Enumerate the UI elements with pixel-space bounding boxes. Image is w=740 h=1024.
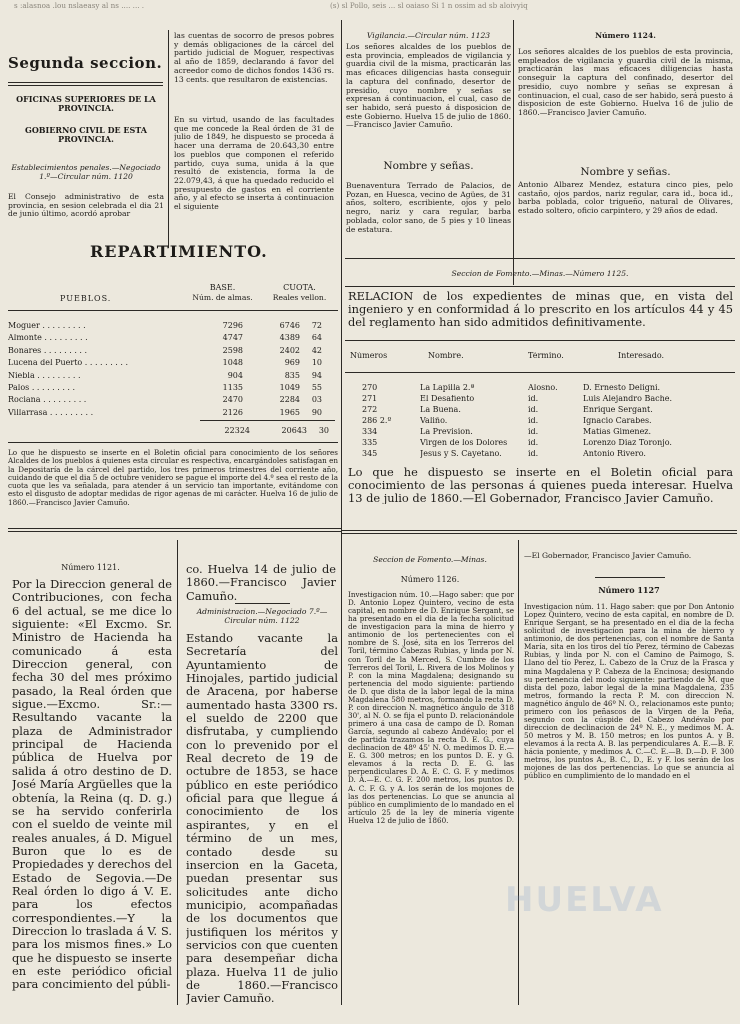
pueblo-name: Lucena del Puerto . . . . . . . . . (8, 359, 128, 368)
direccion-paragraph: Por la Direccion general de Contribuciones, con fecha 6 del actual, se me dice lo siguiente: «El Excmo. Sr. Ministro de Hacienda ha comunicado á esta Direccion general, con fecha 30 del mes próximo pasado, la Real órden que sigue.—Excmo. Sr.:—Resultando vacante la plaza de Administrador principal de Hacienda pública de Huelva por salida á otro destino de D. José María Argüelles que la obtenía, la Reina (q. D. g.) se ha servido conferirla con el sueldo de veinte mil reales anuales, á D. Miguel Buron que lo es de Propiedades y derechos del Estado de Segovia.—De Real órden lo digo á V. E. para los efectos correspondientes.—Y la Direccion lo traslada á V. S. para los mismos fines.» Lo que he dispuesto se inserte en este periódico oficial para concimiento del públi- (12, 578, 172, 992)
mina-termino: id. (528, 450, 539, 458)
mina-nombre: La Lapilla 2.ª (420, 384, 475, 392)
base-value: 2598 (222, 346, 243, 355)
total-cts: 30 (318, 427, 329, 435)
cuentas-paragraph: las cuentas de socorro de presos pobres y demás obligaciones de la cárcel del partido judicial de Moguer, respectivas al año de 1859, declarando á favor del acreedor como de dichos fondos 1436 rs. 13 cents. que resultaron de existencias. (174, 32, 334, 84)
col-nombre: Nombre. (428, 352, 464, 360)
mina-termino: id. (528, 406, 539, 414)
watermark-logo: HUELVA (505, 880, 664, 920)
column-rule (341, 20, 342, 1005)
mina-interesado: Enrique Sergant. (583, 406, 653, 414)
table-row (8, 409, 322, 417)
investigacion-10-paragraph: Investigacion núm. 10.—Hago saber: que por D. Antonio Lopez Quintero, vecino de esta capital, en nombre de D. Enrique Sergant, se ha presentado en el dia de la fecha solicitud de investigacion para la mina de hierro y antimonio de los pertenecientes con el nombre de S. José, sita en los Terreros del Toril, término Cabezas Rubias, y linda por N. con Toril de la Merced, S. Cumbre de los Terreros del Toril, L. Rivera de los Molinos y P. con la mina Magdalena; designando su pertenencia del modo siguiente: partiendo de D. que dista de la labor legal de la mina Magdalena 580 metros, formando la recta D. P. con direccion N. magnético ángulo de 318 30', al N. O. se fija el punto D. relacionándole primero á una casa de campo de D. Roman García, segundo al cabezo Andévalo; por el de partida trazamos la recta D. E. G., cuya declinacion de 48º 45' N. O. medimos D. E.—E. G. 300 metros; en los puntos D. E. y G. elevamos á la recta D. E. G. las perpendiculares D. A. E. C. G. F. y medimos D. A.—E. C. G. F. 200 metros, los puntos D. A. C. F. G. y A. los serán de los mojones de las dos pertenencias. Lo que se anuncia al público en cumplimiento de lo mandado en el artículo 25 de la ley de minería vigente Huelva 12 de julio de 1860. (348, 591, 514, 825)
mina-row (362, 406, 733, 414)
c2-top: co. Huelva 14 de julio de 1860.—Francisco Javier Camuño. (186, 563, 336, 603)
cts-value: 55 (311, 384, 322, 392)
mina-row (362, 439, 733, 447)
mina-interesado: Antonio Rivero. (583, 450, 646, 458)
mina-termino: Alosno. (528, 384, 558, 392)
short-rule (595, 577, 665, 578)
mina-termino: id. (528, 439, 539, 447)
mina-interesado: Luis Alejandro Bache. (583, 395, 673, 403)
col-pueblos: PUEBLOS. (60, 294, 112, 303)
pueblo-name: Niebla . . . . . . . . . (8, 371, 81, 380)
col-cuota: CUOTA. (283, 283, 316, 292)
base-value: 904 (227, 371, 243, 380)
mina-numero: 345 (362, 450, 378, 458)
mina-termino: id. (528, 395, 539, 403)
table-rule (8, 310, 338, 311)
cts-value: 64 (311, 334, 322, 343)
relacion-paragraph: RELACION de los expedientes de minas que, en vista del ingeniero y en conformidad á lo prescrito en los artículos 44 y 45 del reglamento han sido admitidos definitivamente. (348, 290, 733, 329)
vigilancia-paragraph: Los señores alcaldes de los pueblos de esta provincia, empleados de vigilancia y guardia civil de la misma, practicarán las mas eficaces diligencias hasta conseguir la captura del confinado, desertor de presidio, cuyo nombre y señas se expresan á continuacion, el cual, caso de ser habido, será puesto á disposicion de este Gobierno. Huelva 15 de julio de 1860.—Francisco Javier Camuño. (346, 43, 511, 130)
pueblo-name: Bonares . . . . . . . . . (8, 346, 88, 355)
fomento-rule (345, 258, 735, 259)
table-row (8, 384, 322, 392)
cuota-value: 6746 (279, 322, 300, 330)
repartimiento-title: REPARTIMIENTO. (90, 243, 268, 261)
mina-numero: 270 (362, 384, 378, 392)
section-heading: Segunda seccion. (8, 55, 163, 72)
investigacion-11-paragraph: Investigacion núm. 11. Hago saber: que por Don Antonio Lopez Quintero, vecino de esta capital, en nombre de D. Enrique Sergant, se ha presentado en el dia de la fecha solicitud de investigacion para la mina de hierro y antimonio, de dos pertenencias, con el nombre de Santa María, sita en los tiros del tío Perez, término de Cabezas Rubias, y linda por N. con el Camino de Paimogo, S. Llano del tío Perez, L. Cabezo de la Cruz de la Frasca y mina Magdalena y P. Cabeza de la Encinosa; designando su pertenencia del modo siguiente: partiendo de M. que dista del pozo, labor legal de la mina Magdalena, 235 metros, formando la recta P. M. con direccion N. magnético ángulo de 46º N. O., relacionamos este punto; primero con los peñascos de la Virgen de la Peña, segundo con la cúspide del Cabezo Andévalo por direccion de declinacion de 24º N. E., y medimos M. A. 50 metros y M. B. 150 metros; en los puntos A. y B. elevamos á la recta A. B. las perpendiculares A. E.—B. F. hácia poniente, y medimos A. C.—C. E.—B. D.—D. F. 300 metros, los puntos A., B. C., D., E. y F. los serán de los mojones de las dos pertenencias. Lo que se anuncia al público en cumplimiento de lo mandado en el (524, 603, 734, 781)
establecimientos-header: Establecimientos penales.—Negociado 1.º—Circular núm. 1120 (11, 164, 161, 181)
fomento-header: Seccion de Fomento.—Minas.—Número 1125. (451, 270, 629, 278)
mina-row (362, 417, 733, 425)
hinojales-paragraph: Estando vacante la Secretaría del Ayuntamiento de Hinojales, partido judicial de Aracena, por haberse aumentado hasta 3300 rs. el sueldo de 2200 que disfrutaba, y cumpliendo con lo prevenido por el Real decreto de 19 de octubre de 1853, se hace público en este periódico oficial para que llegue á conocimiento de los aspirantes, y en el término de un mes, contado desde su insercion en la Gaceta, puedan presentar sus solicitudes ante dicho municipio, acompañadas de los documentos que justifiquen los méritos y servicios con que cuenten para desempeñar dicha plaza. Huelva 11 de julio de 1860.—Francisco Javier Camuño. (186, 632, 338, 1006)
fomento-rule (345, 340, 735, 341)
mina-termino: id. (528, 417, 539, 425)
virtud-paragraph: En su virtud, usando de las facultades que me concede la Real órden de 31 de julio de 1849, he dispuesto se proceda á hacer una derrama de 20.643,30 entre los pueblos que componen el referido partido, cuya suma, unida á la que resultó de existencia, forma la de 22.079,43, á que ha quedado reducido el presupuesto de gastos en el corriente año, y al efecto se inserta á continuacion el siguiente (174, 116, 334, 212)
minas-header-row (350, 352, 728, 360)
table-row (8, 359, 322, 367)
total-base: 22324 (224, 427, 250, 435)
nombre-senas-heading-2: Nombre y señas. (580, 166, 671, 178)
numero-1126: Número 1126. (400, 575, 460, 584)
mina-nombre: Jesus y S. Cayetano. (420, 450, 502, 458)
gobierno-heading: GOBIERNO CIVIL DE ESTA PROVINCIA. (24, 126, 147, 145)
mina-row (362, 428, 733, 436)
oficinas-heading: OFICINAS SUPERIORES DE LA PROVINCIA. (16, 95, 156, 114)
cuota-value: 2402 (279, 346, 300, 355)
cuota-value: 835 (284, 371, 300, 380)
mina-row (362, 384, 733, 392)
mina-nombre: Virgen de los Dolores (420, 439, 508, 447)
vigilancia-header: Vigilancia.—Circular núm. 1123 (366, 32, 491, 40)
numero-1124: Número 1124. (595, 32, 656, 40)
mina-nombre: La Prevision. (420, 428, 473, 436)
mina-interesado: Lorenzo Diaz Toronjo. (583, 439, 672, 447)
mina-interesado: Matías Gimenez. (583, 428, 652, 436)
fomento-rule (345, 286, 735, 287)
mina-interesado: D. Ernesto Deligni. (583, 384, 661, 392)
fomento-closing: Lo que he dispuesto se inserte en el Boletin oficial para conocimiento de las personas á quienes pueda interesar. Huelva 13 de julio de 1860.—El Gobernador, Francisco Javier Camuño. (348, 466, 733, 505)
base-value: 2470 (222, 396, 243, 405)
mina-numero: 271 (362, 395, 378, 403)
col-base-sub: Núm. de almas. (192, 294, 253, 302)
cuota-value: 969 (284, 359, 300, 368)
cuota-value: 1965 (279, 408, 300, 417)
consejo-paragraph: El Consejo administrativo de esta provincia, en sesion celebrada el dia 21 de junio último, acordó aprobar (8, 193, 164, 219)
numero-1127: Número 1127 (598, 586, 660, 595)
column-rule (513, 20, 514, 285)
total-cuota: 20643 (281, 427, 307, 435)
mina-numero: 286 2.º (362, 417, 392, 425)
cts-value: 94 (311, 371, 322, 380)
pueblo-name: Moguer . . . . . . . . . (8, 322, 86, 330)
cts-value: 72 (311, 322, 322, 330)
mina-numero: 335 (362, 439, 378, 447)
base-value: 7296 (222, 322, 243, 330)
cuota-value: 1049 (279, 384, 300, 392)
mina-termino: id. (528, 428, 539, 436)
table-row (8, 347, 322, 355)
fomento-rule (345, 372, 735, 373)
col-termino: Término. (528, 352, 564, 360)
col-cuota-sub: Reales vellon. (272, 294, 327, 302)
numero-1121: Número 1121. (61, 563, 120, 572)
column-rule (518, 540, 519, 1005)
top-fragment-right: (s) sl Pollo, seis ... sl oaiaso Si 1 n ossim ad sb aloivyiq (330, 2, 528, 10)
col-numeros: Números (350, 352, 388, 360)
col-base: BASE. (209, 283, 236, 292)
table-row (8, 396, 322, 404)
cuota-value: 4389 (279, 334, 300, 343)
base-value: 2126 (222, 408, 243, 417)
pueblo-name: Rociana . . . . . . . . . (8, 396, 87, 405)
base-value: 1048 (222, 359, 243, 368)
mina-numero: 334 (362, 428, 378, 436)
mina-row (362, 450, 733, 458)
pueblo-name: Villarrasa . . . . . . . . . (8, 408, 94, 417)
administracion-header: Administracion.—Negociado 7.º—Circular núm. 1122 (196, 608, 328, 625)
repartimiento-note: Lo que he dispuesto se inserte en el Boletin oficial para conocimiento de los señores Alcaldes de los pueblos á quienes esta circular es respectiva, encargándoles satisfagan en la Depositaría de la cárcel del partido, los tres primeros trimestres del corriente año, cuidando de que el dia 5 de octubre venidero se pague el importe del 4.º sea el resto de la cuota que les va señalada, para atender á un servicio tan importante, evitándome con esto el disgusto de adoptar medidas de rigor agenas de mi carácter. Huelva 16 de julio de 1860.—Francisco Javier Camuño. (8, 449, 338, 507)
cuota-value: 2284 (279, 396, 300, 405)
total-rule (200, 420, 335, 421)
totals-row (200, 427, 329, 435)
mina-row (362, 395, 733, 403)
pueblo-name: Almonte . . . . . . . . . (8, 334, 88, 343)
cts-value: 42 (311, 346, 322, 355)
mina-numero: 272 (362, 406, 378, 414)
albarez-paragraph: Antonio Albarez Mendez, estatura cinco pies, pelo castaño, ojos pardos, nariz regular, cara id., boca id., barba poblada, color trigueño, natural de Olivares, estado soltero, oficio carpintero, y 29 años de edad. (518, 181, 733, 216)
mina-nombre: El Desafiento (420, 395, 475, 403)
base-value: 1135 (222, 384, 243, 392)
column-rule (168, 30, 169, 248)
section-rule (8, 528, 341, 532)
terrado-paragraph: Buenaventura Terrado de Palacios, de Pozan, en Huesca, vecino de Agües, de 31 años, soltero, escribiente, ojos y pelo negro, nariz y cara regular, barba poblada, color sano, de 5 pies y 10 lineas de estatura. (346, 182, 511, 234)
mina-interesado: Ignacio Carabes. (583, 417, 652, 425)
col-interesado: Interesado. (618, 352, 665, 360)
short-rule (235, 603, 290, 604)
base-value: 4747 (222, 334, 243, 343)
table-rule (8, 442, 338, 443)
table-row (8, 322, 322, 330)
heading-rule (8, 82, 163, 86)
cts-value: 90 (311, 408, 322, 417)
table-row (8, 334, 322, 342)
cts-value: 10 (311, 359, 322, 368)
column-rule (177, 540, 178, 1005)
nombre-senas-heading: Nombre y señas. (383, 160, 474, 172)
vigilancia2-paragraph: Los señores alcaldes de los pueblos de esta provincia, empleados de vigilancia y guardia civil de la misma, practicarán las mas eficaces diligencias hasta conseguir la captura del confinado, desertor del presidio, cuyo nombre y señas se expresan á continuacion, el cual, caso de ser habido, será puesto á disposicion de este Gobierno. Huelva 16 de julio de 1860.—Francisco Javier Camuño. (518, 48, 733, 118)
c4-top: —El Gobernador, Francisco Javier Camuño. (524, 552, 692, 560)
table-row (8, 372, 322, 380)
section-rule (342, 530, 737, 534)
cts-value: 03 (311, 396, 322, 405)
mina-nombre: Valiño. (420, 417, 448, 425)
mina-nombre: La Buena. (420, 406, 461, 414)
pueblo-name: Palos . . . . . . . . . (8, 384, 76, 392)
top-fragment-left: s :alasnoa .lou nslaeasy al ns .... ... . (14, 2, 145, 10)
fomento-minas-header: Seccion de Fomento.—Minas. (373, 556, 487, 564)
